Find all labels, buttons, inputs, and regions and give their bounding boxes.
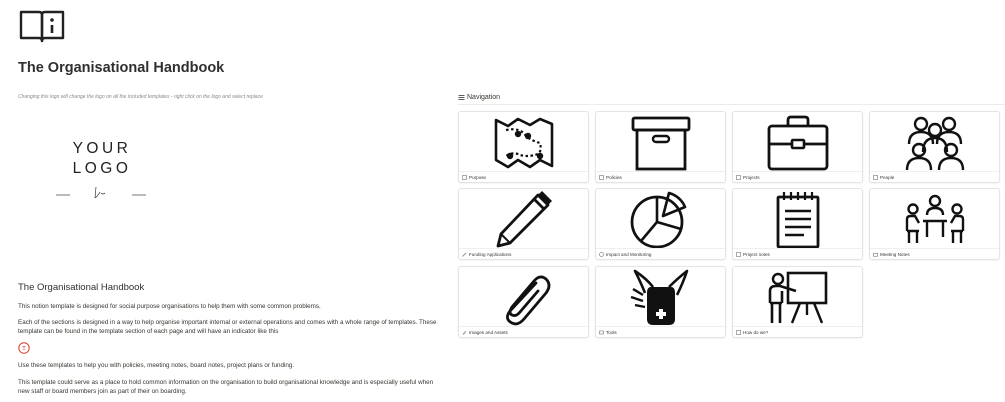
card-label: People [880, 174, 895, 180]
gallery-card-images-and-assets[interactable] [458, 266, 589, 338]
card-label: Meeting Notes [880, 251, 910, 257]
navigation-view-header[interactable] [458, 94, 500, 101]
your-logo-image[interactable] [54, 138, 150, 208]
card-label: How do we? [743, 329, 769, 335]
swiss-knife-icon [629, 269, 693, 327]
card-label: Project notes [743, 251, 770, 257]
pencil-icon [492, 191, 556, 249]
notepad-icon [766, 191, 830, 249]
page-title: The Organisational Handbook [18, 60, 225, 76]
briefcase-icon [766, 114, 830, 172]
card-page-icon [599, 330, 604, 335]
gallery-card-policies[interactable] [595, 111, 726, 183]
list-icon [458, 94, 465, 101]
logo-line-1: YOUR [72, 140, 132, 157]
archive-box-icon [629, 114, 693, 172]
card-page-icon [736, 330, 741, 335]
card-page-icon [462, 330, 467, 335]
card-page-icon [873, 175, 878, 180]
card-label: Purpose [469, 174, 487, 180]
card-label: Projects [743, 174, 760, 180]
about-paragraph-1: This notion template is designed for social purpose organisations to help them with some common problems. [18, 303, 321, 310]
paperclip-icon [492, 269, 556, 327]
logo-line-2: LOGO [72, 160, 132, 177]
gallery-card-funding-applications[interactable] [458, 188, 589, 260]
gallery-card-meeting-notes[interactable] [869, 188, 1000, 260]
card-page-icon [599, 175, 604, 180]
about-paragraph-3: Use these templates to help you with policies, meeting notes, board notes, project plans or funding. [18, 362, 295, 369]
card-page-icon [462, 252, 467, 257]
gallery-card-tools[interactable] [595, 266, 726, 338]
logo-signature-icon [54, 184, 150, 202]
meeting-icon [903, 191, 967, 249]
gallery-card-people[interactable] [869, 111, 1000, 183]
navigation-divider [458, 104, 1005, 105]
navigation-label: Navigation [467, 94, 501, 101]
template-indicator-icon [18, 341, 30, 353]
logo-caption: Changing this logo will change the logo on all the included templates - right click on the logo and select replace [18, 94, 263, 100]
about-paragraph-4: This template could serve as a place to hold common information on the organisation to build organisational knowledge and is especially useful when new staff or board members join as part of their on boarding. [18, 379, 434, 395]
people-group-icon [903, 114, 967, 172]
map-icon [492, 114, 556, 172]
card-label: Images and Assets [469, 329, 508, 335]
card-page-icon [736, 252, 741, 257]
about-paragraph-2: Each of the sections is designed in a way to help organise important internal or external operations and comes with a whole range of templates. These template can be found in the template section of each page and will have an indicator like this [18, 319, 437, 335]
about-heading: The Organisational Handbook [18, 282, 145, 293]
card-label: Funding Applications [469, 251, 512, 257]
card-label: Impact and Monitoring [606, 251, 652, 257]
card-label: Policies [606, 174, 622, 180]
handbook-book-icon[interactable] [19, 6, 65, 44]
card-page-icon [873, 252, 878, 257]
card-page-icon [599, 252, 604, 257]
gallery-card-projects[interactable] [732, 111, 863, 183]
gallery-card-purpose[interactable] [458, 111, 589, 183]
presenter-icon [766, 269, 830, 327]
card-page-icon [462, 175, 467, 180]
gallery-card-impact-and-monitoring[interactable] [595, 188, 726, 260]
gallery-card-how-do-we[interactable] [732, 266, 863, 338]
card-label: Tools [606, 329, 617, 335]
pie-chart-icon [629, 191, 693, 249]
gallery-card-project-notes[interactable] [732, 188, 863, 260]
card-page-icon [736, 175, 741, 180]
template-indicator-letter: T [22, 345, 26, 353]
